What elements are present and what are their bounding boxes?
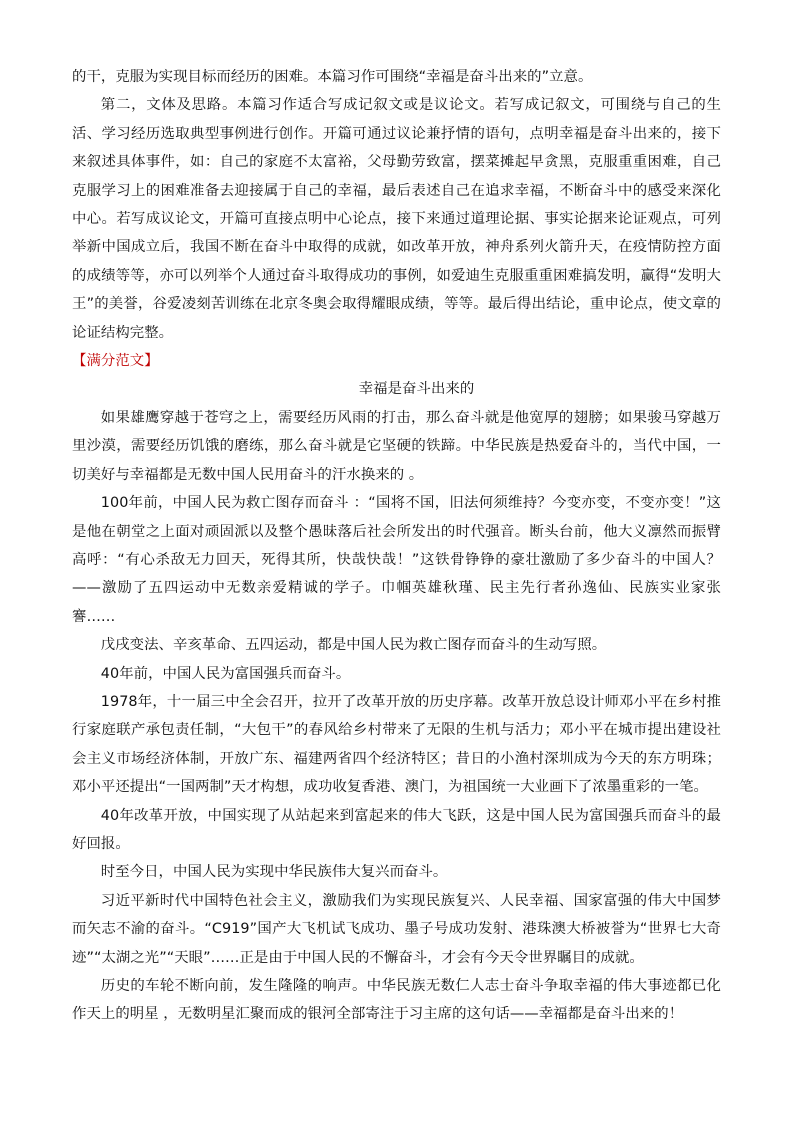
essay-title: 幸福是奋斗出来的	[358, 381, 475, 398]
essay-paragraph-5: 1978年，十一届三中全会召开，拉开了改革开放的历史序幕。改革开放总设计师邓小平在乡村推行家庭联产承包责任制，“大包干”的春风给乡村带来了无限的生机与活力；邓小平在城市提出建设社会主义市场经济体制，开放广东、福建两省四个经济特区；昔日的小渔村深圳成为今天的东方明珠；邓小平还提出“一国两制”天才构想，成功收复香港、澳门，为祖国统一大业画下了浓墨重彩的一笔。	[72, 693, 721, 796]
style-guidance-paragraph: 第二，文体及思路。本篇习作适合写成记叙文或是议论文。若写成记叙文，可围绕与自己的生活、学习经历选取典型事例进行创作。开篇可通过议论兼抒情的语句，点明幸福是奋斗出来的，接下来叙述具体事件，如：自己的家庭不太富裕，父母勤劳致富，摆菜摊起早贪黑，克服重重困难，自己克服学习上的困难准备去迎接属于自己的幸福，最后表述自己在追求幸福，不断奋斗中的感受来深化中心。若写成议论文，开篇可直接点明中心论点，接下来通过道理论据、事实论据来论证观点，可列举新中国成立后，我国不断在奋斗中取得的成就，如改革开放，神舟系列火箭升天，在疫情防控方面的成绩等等，亦可以列举个人通过奋斗取得成功的事例，如爱迪生克服重重困难搞发明，赢得“发明大王”的美誉，谷爱凌刻苦训练在北京冬奥会取得耀眼成绩，等等。最后得出结论，重申论点，使文章的论证结构完整。	[72, 97, 721, 341]
essay-paragraph-3: 戊戌变法、辛亥革命、五四运动，都是中国人民为救亡图存而奋斗的生动写照。	[100, 637, 607, 654]
essay-paragraph-7: 时至今日，中国人民为实现中华民族伟大复兴而奋斗。	[100, 864, 448, 881]
section-label: 【满分范文】	[72, 353, 159, 370]
essay-paragraph-6: 40年改革开放，中国实现了从站起来到富起来的伟大飞跃，这是中国人民为富国强兵而奋斗的最好回报。	[72, 807, 721, 852]
essay-paragraph-4: 40年前，中国人民为富国强兵而奋斗。	[100, 665, 351, 682]
essay-paragraph-8: 习近平新时代中国特色社会主义，激励我们为实现民族复兴、人民幸福、国家富强的伟大中国梦而矢志不渝的奋斗。“C919”国产大飞机试飞成功、墨子号成功发射、港珠澳大桥被誉为“世界七大奇迹”“太湖之光”“天眼”……正是由于中国人民的不懈奋斗，才会有今天令世界瞩目的成就。	[72, 892, 721, 966]
essay-paragraph-1: 如果雄鹰穿越于苍穹之上，需要经历风雨的打击，那么奋斗就是他宽厚的翅膀；如果骏马穿越万里沙漠，需要经历饥饿的磨练，那么奋斗就是它坚硬的铁蹄。中华民族是热爱奋斗的，当代中国，一切美好与幸福都是无数中国人民用奋斗的汗水换来的 。	[72, 409, 721, 483]
intro-tail-paragraph: 的干，克服为实现目标而经历的困难。本篇习作可围绕“幸福是奋斗出来的”立意。	[72, 69, 593, 85]
essay-paragraph-9: 历史的车轮不断向前，发生隆隆的响声。中华民族无数仁人志士奋斗争取幸福的伟大事迹都已化作天上的明星 ，无数明星汇聚而成的银河全部寄注于习主席的这句话——幸福都是奋斗出来的！	[72, 978, 721, 1023]
essay-paragraph-2: 100年前，中国人民为救亡图存而奋斗 ：“国将不国，旧法何须维持？今变亦变，不变亦变！”这是他在朝堂之上面对顽固派以及整个愚昧落后社会所发出的时代强音。断头台前，他大义凛然而振臂高呼：“有心杀敌无力回天，死得其所，快哉快哉！”这铁骨铮铮的豪壮激励了多少奋斗的中国人？——激励了五四运动中无数亲爱精诚的学子。巾帼英雄秋瑾、民主先行者孙逸仙、民族实业家张謇……	[72, 495, 721, 625]
